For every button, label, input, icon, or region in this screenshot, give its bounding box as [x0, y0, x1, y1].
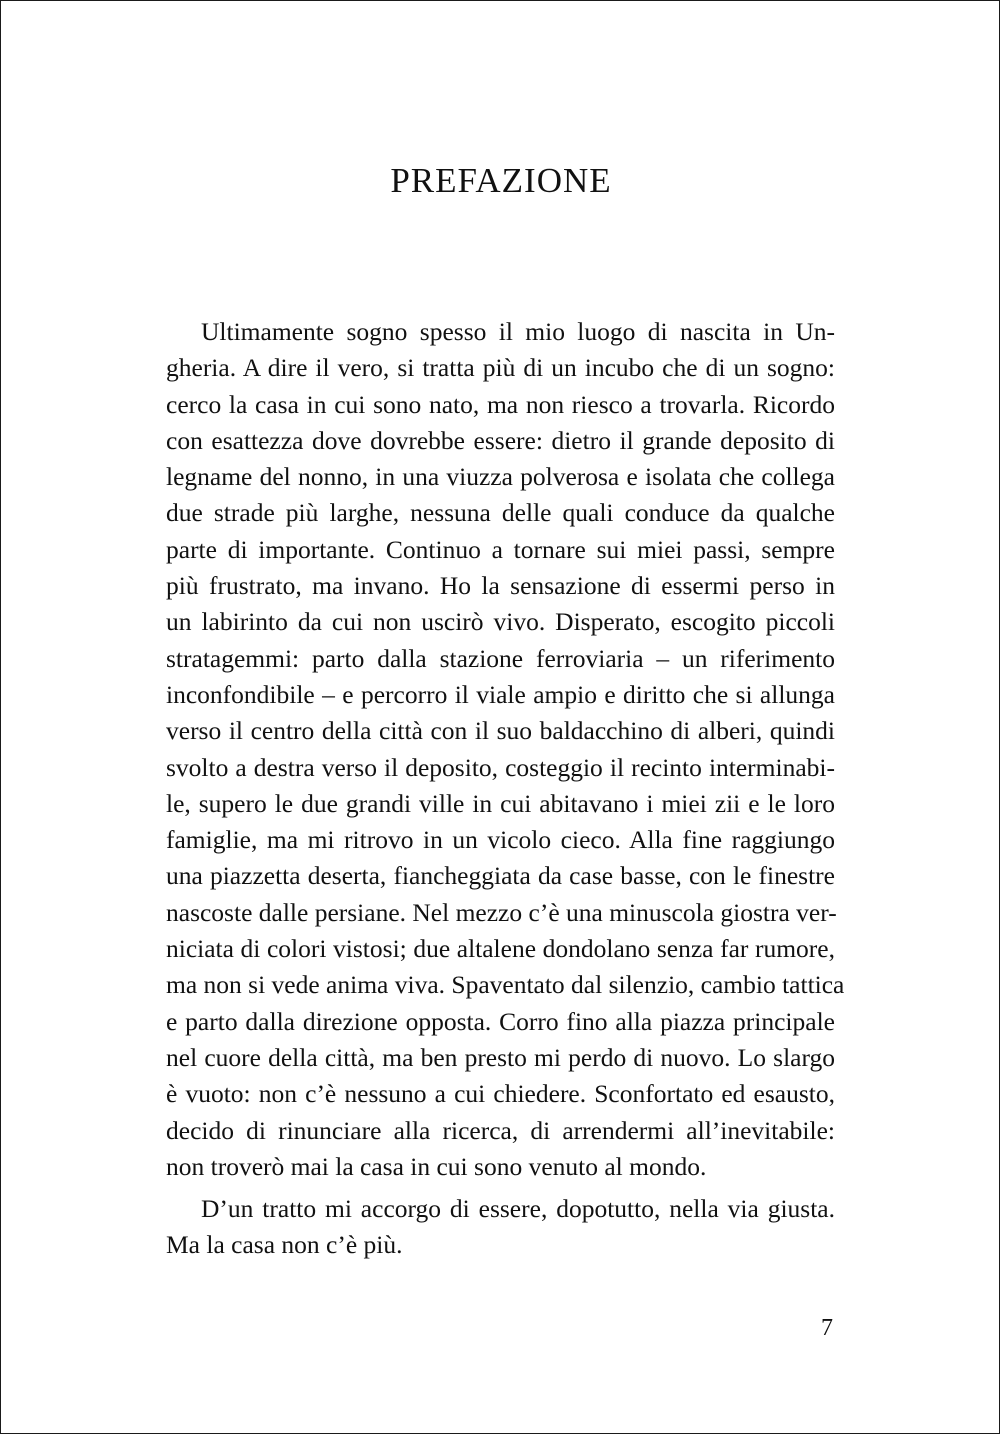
text-line: con esattezza dove dovrebbe essere: dietro il grande deposito di [166, 425, 835, 455]
text-line: Ultimamente sogno spesso il mio luogo di nascita in Un- [201, 317, 835, 346]
text-line: niciata di colori vistosi; due altalene dondolano senza far rumore, [166, 934, 835, 964]
text-line: verso il centro della città con il suo baldacchino di alberi, quindi [166, 716, 835, 746]
body-text [166, 314, 845, 1264]
text-line: ma non si vede anima viva. Spaventato dal silenzio, cambio tattica [166, 970, 845, 1000]
text-line: svolto a destra verso il deposito, costeggio il recinto interminabi- [166, 752, 835, 782]
paragraph-2 [166, 1191, 835, 1264]
text-line: nel cuore della città, ma ben presto mi perdo di nuovo. Lo slargo [166, 1042, 835, 1072]
text-line: nascoste dalle persiane. Nel mezzo c’è una minuscola giostra ver- [166, 897, 837, 927]
text-line: due strade più larghe, nessuna delle quali conduce da qualche [166, 498, 835, 528]
text-line: Ma la casa non c’è più. [166, 1230, 403, 1260]
text-line: le, supero le due grandi ville in cui abitavano i miei zii e le loro [166, 788, 835, 818]
text-line: cerco la casa in cui sono nato, ma non riesco a trovarla. Ricordo [166, 389, 835, 419]
text-line: e parto dalla direzione opposta. Corro fino alla piazza principale [166, 1006, 835, 1036]
text-line: è vuoto: non c’è nessuno a cui chiedere. Sconfortato ed esausto, [166, 1079, 835, 1109]
text-line: stratagemmi: parto dalla stazione ferroviaria – un riferimento [166, 643, 835, 673]
chapter-title: PREFAZIONE [390, 161, 612, 200]
text-line: inconfondibile – e percorro il viale ampio e diritto che si allunga [166, 679, 835, 709]
text-line: famiglie, ma mi ritrovo in un vicolo cieco. Alla fine raggiungo [166, 825, 835, 855]
page-number: 7 [821, 1315, 833, 1341]
text-line: una piazzetta deserta, fiancheggiata da case basse, con le finestre [166, 861, 835, 891]
text-line: legname del nonno, in una viuzza polverosa e isolata che collega [166, 462, 835, 492]
text-line: parte di importante. Continuo a tornare sui miei passi, sempre [166, 534, 835, 564]
text-line: più frustrato, ma invano. Ho la sensazione di essermi perso in [166, 571, 835, 601]
paragraph-1 [166, 314, 845, 1185]
text-line: D’un tratto mi accorgo di essere, dopotutto, nella via giusta. [201, 1194, 835, 1224]
text-line: decido di rinunciare alla ricerca, di arrendermi all’inevitabile: [166, 1115, 835, 1145]
text-line: non troverò mai la casa in cui sono venuto al mondo. [166, 1151, 707, 1181]
text-line: gheria. A dire il vero, si tratta più di un incubo che di un sogno: [166, 353, 835, 383]
text-line: un labirinto da cui non uscirò vivo. Disperato, escogito piccoli [166, 607, 835, 637]
